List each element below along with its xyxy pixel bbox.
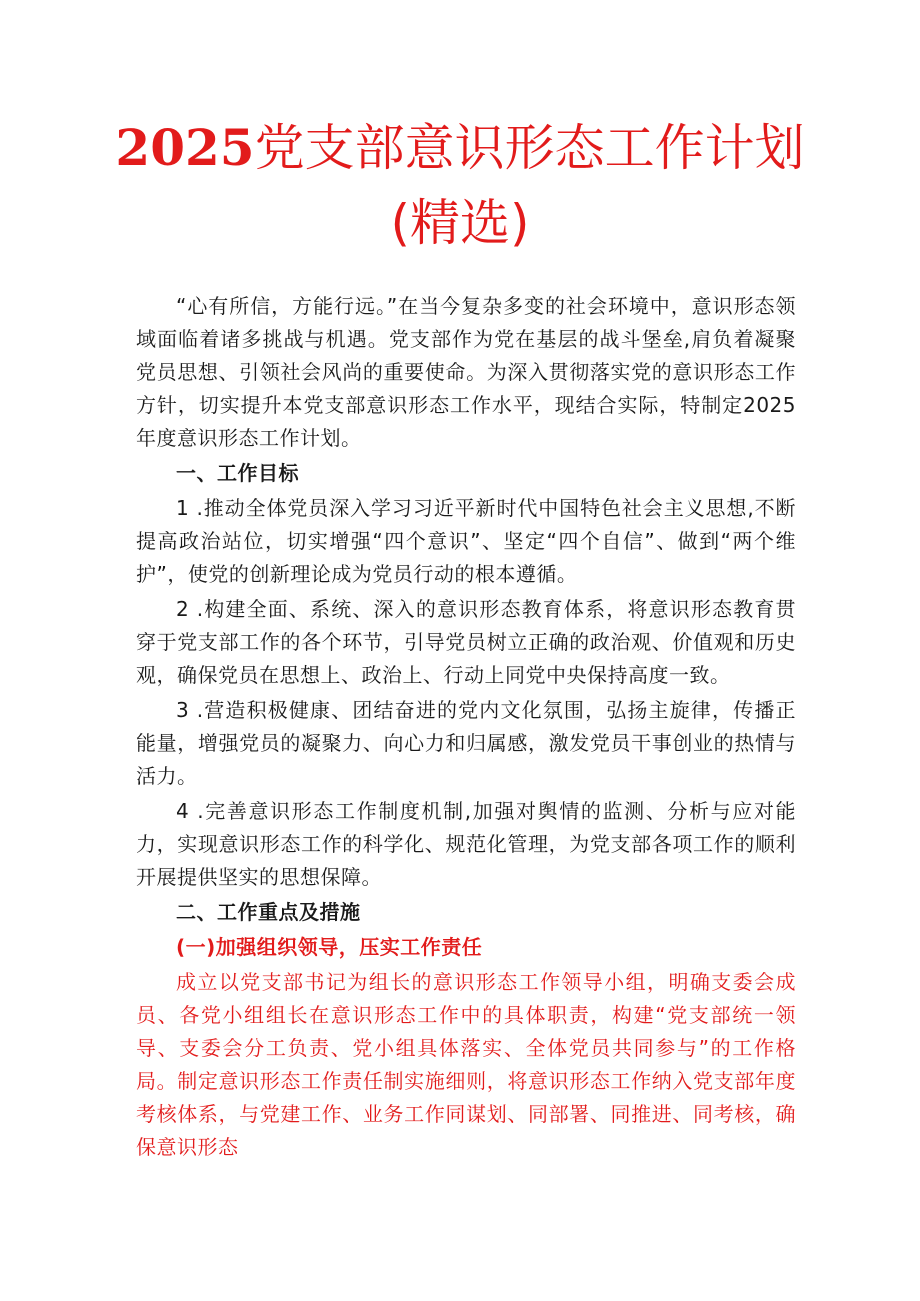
title-year: 2025 (115, 118, 255, 177)
document-title (0, 118, 920, 178)
document-subtitle: (精选) (390, 194, 530, 252)
section-heading-goals: 一、工作目标 (176, 461, 299, 485)
document-body (136, 290, 796, 1166)
intro-paragraph: “心有所信，方能行远。”在当今复杂多变的社会环境中，意识形态领域面临着诸多挑战与机遇。党支部作为党在基层的战斗堡垒,肩负着凝聚党员思想、引领社会风尚的重要使命。为深入贯彻落实党的意识形态工作方针，切实提升本党支部意识形态工作水平，现结合实际，特制定2025年度意识形态工作计划。 (136, 294, 796, 450)
subsection-heading-leadership: (一)加强组织领导，压实工作责任 (176, 935, 483, 959)
goal-item-2: 2 .构建全面、系统、深入的意识形态教育体系，将意识形态教育贯穿于党支部工作的各个环节，引导党员树立正确的政治观、价值观和历史观，确保党员在思想上、政治上、行动上同党中央保持高度一致。 (136, 597, 796, 687)
section-heading-measures: 二、工作重点及措施 (176, 900, 361, 924)
goal-item-3: 3 .营造积极健康、团结奋进的党内文化氛围，弘扬主旋律，传播正能量，增强党员的凝聚力、向心力和归属感，激发党员干事创业的热情与活力。 (136, 698, 796, 788)
subsection-paragraph-leadership: 成立以党支部书记为组长的意识形态工作领导小组，明确支委会成员、各党小组组长在意识形态工作中的具体职责，构建“党支部统一领导、支委会分工负责、党小组具体落实、全体党员共同参与”的工作格局。制定意识形态工作责任制实施细则，将意识形态工作纳入党支部年度考核体系，与党建工作、业务工作同谋划、同部署、同推进、同考核，确保意识形态 (136, 970, 796, 1159)
goal-item-4: 4 .完善意识形态工作制度机制,加强对舆情的监测、分析与应对能力，实现意识形态工作的科学化、规范化管理，为党支部各项工作的顺利开展提供坚实的思想保障。 (136, 799, 796, 889)
title-text: 党支部意识形态工作计划 (254, 119, 805, 177)
goal-item-1: 1 .推动全体党员深入学习习近平新时代中国特色社会主义思想,不断提高政治站位，切实增强“四个意识”、坚定“四个自信”、做到“两个维护”，使党的创新理论成为党员行动的根本遵循。 (136, 496, 796, 586)
